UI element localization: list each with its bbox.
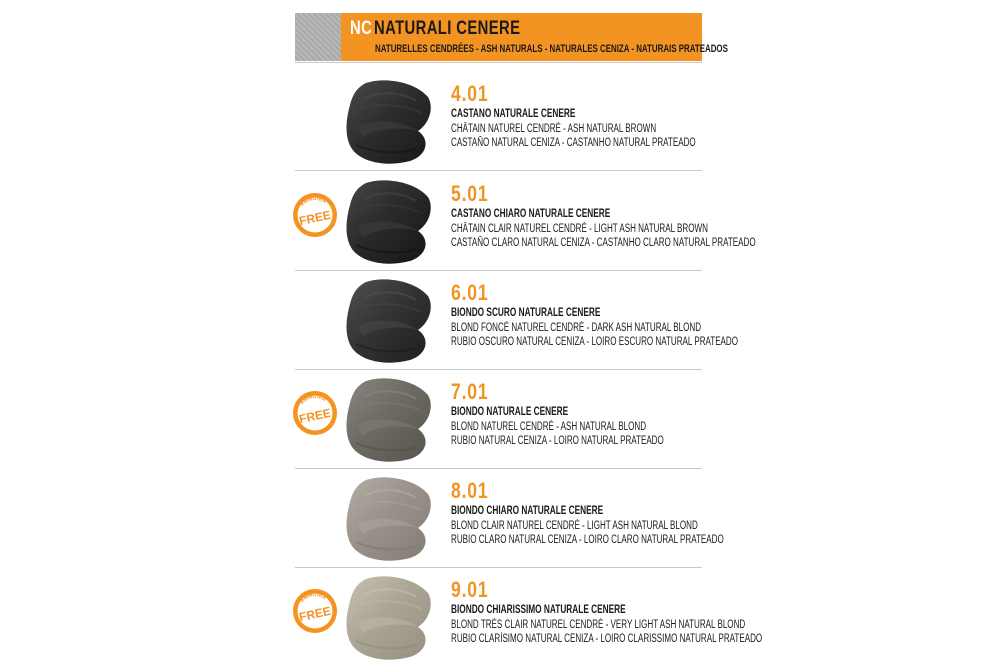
divider xyxy=(295,170,702,171)
shade-row xyxy=(0,370,1000,468)
shade-code: 8.01 xyxy=(451,478,489,503)
badge-line2: FREE xyxy=(297,405,333,427)
shade-desc-line2: RUBIO OSCURO NATURAL CENIZA - LOIRO ESCURO NATURAL PRATEADO xyxy=(451,336,739,348)
shade-row xyxy=(0,469,1000,567)
badge-line1: AMMONIA xyxy=(299,195,328,208)
shade-desc-line1: BLOND TRÈS CLAIR NATUREL CENDRÉ - VERY LIGHT ASH NATURAL BLOND xyxy=(451,619,746,631)
shade-code: 7.01 xyxy=(451,379,489,404)
hair-swatch-icon xyxy=(344,476,432,562)
shade-desc-line2: CASTAÑO CLARO NATURAL CENIZA - CASTANHO CLARO NATURAL PRATEADO xyxy=(451,237,756,249)
badge-line1: AMMONIA xyxy=(299,393,328,406)
badge-line2: FREE xyxy=(297,603,333,625)
divider xyxy=(295,62,702,63)
shade-desc-line2: RUBIO CLARÍSIMO NATURAL CENIZA - LOIRO CLARISSIMO NATURAL PRATEADO xyxy=(451,633,763,645)
shade-desc-line2: CASTAÑO NATURAL CENIZA - CASTANHO NATURAL PRATEADO xyxy=(451,137,696,149)
header-subtitle: NATURELLES CENDRÉES - ASH NATURALS - NATURALES CENIZA - NATURAIS PRATEADOS xyxy=(375,43,728,55)
hair-swatch-icon xyxy=(344,575,432,661)
shade-code: 9.01 xyxy=(451,577,489,602)
hair-swatch-icon xyxy=(344,278,432,364)
badge-line2: FREE xyxy=(297,207,333,229)
ammonia-free-badge-icon xyxy=(292,390,338,436)
shade-desc-line2: RUBIO CLARO NATURAL CENIZA - LOIRO CLARO NATURAL PRATEADO xyxy=(451,534,724,546)
shade-code: 4.01 xyxy=(451,81,489,106)
badge-line1: AMMONIA xyxy=(299,591,328,604)
shade-name: BIONDO CHIARISSIMO NATURALE CENERE xyxy=(451,604,626,616)
shade-code: 6.01 xyxy=(451,280,489,305)
header-title: NATURALI CENERE xyxy=(374,18,521,39)
shade-row xyxy=(0,172,1000,270)
ammonia-free-badge-icon xyxy=(292,192,338,238)
shade-desc-line1: BLOND NATUREL CENDRÉ - ASH NATURAL BLOND xyxy=(451,421,647,433)
shade-row xyxy=(0,271,1000,369)
shade-name: BIONDO SCURO NATURALE CENERE xyxy=(451,307,601,319)
header-grey-block xyxy=(295,13,341,61)
shade-name: BIONDO CHIARO NATURALE CENERE xyxy=(451,505,604,517)
shade-code: 5.01 xyxy=(451,181,489,206)
hair-swatch-icon xyxy=(344,377,432,463)
shade-name: CASTANO CHIARO NATURALE CENERE xyxy=(451,208,611,220)
shade-desc-line1: BLOND FONCÉ NATUREL CENDRÉ - DARK ASH NATURAL BLOND xyxy=(451,322,702,334)
hair-swatch-icon xyxy=(344,79,432,165)
shade-desc-line1: BLOND CLAIR NATUREL CENDRÉ - LIGHT ASH NATURAL BLOND xyxy=(451,520,698,532)
hair-swatch-icon xyxy=(344,179,432,265)
shade-desc-line1: CHÂTAIN NATUREL CENDRÉ - ASH NATURAL BROWN xyxy=(451,123,657,135)
shade-name: CASTANO NATURALE CENERE xyxy=(451,108,576,120)
shade-desc-line1: CHÂTAIN CLAIR NATUREL CENDRÉ - LIGHT ASH NATURAL BROWN xyxy=(451,223,708,235)
header-code: NC xyxy=(350,18,373,39)
shade-desc-line2: RUBIO NATURAL CENIZA - LOIRO NATURAL PRATEADO xyxy=(451,435,664,447)
shade-row xyxy=(0,72,1000,170)
shade-name: BIONDO NATURALE CENERE xyxy=(451,406,569,418)
ammonia-free-badge-icon xyxy=(292,588,338,634)
shade-row xyxy=(0,568,1000,666)
